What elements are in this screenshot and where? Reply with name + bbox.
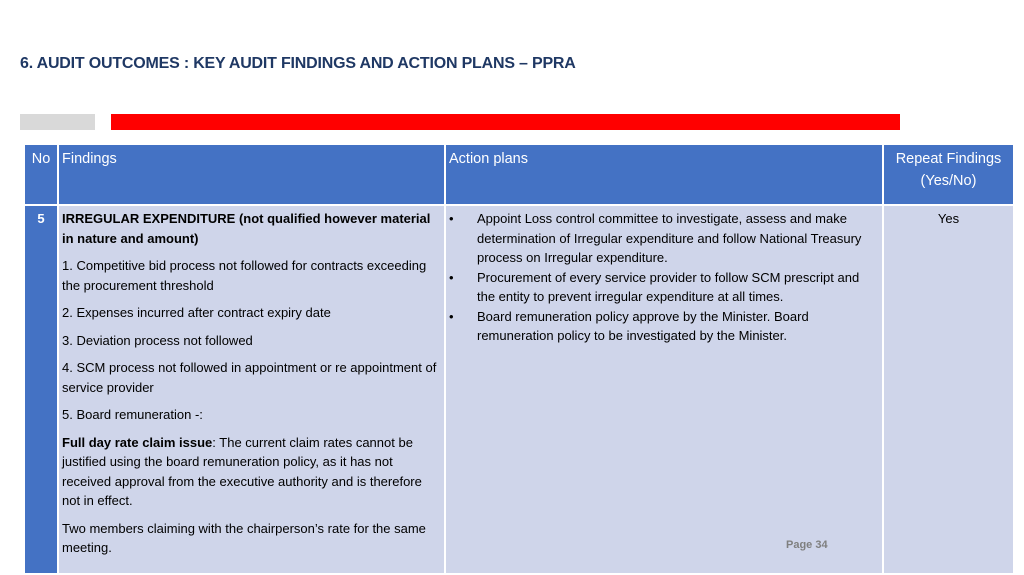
list-item xyxy=(449,209,879,268)
finding-item: 2. Expenses incurred after contract expiry date xyxy=(62,305,331,320)
repeat-findings-cell: Yes xyxy=(883,205,1014,574)
header-findings: Findings xyxy=(58,144,445,205)
findings-heading: IRREGULAR EXPENDITURE (not qualified however material in nature and amount) xyxy=(62,211,431,246)
header-action-plans: Action plans xyxy=(445,144,883,205)
list-item xyxy=(449,268,879,307)
issue-text: : The current claim rates cannot be justified using the board remuneration policy, as it has not received approval from the executive authority and is therefore not in effect. xyxy=(62,434,422,508)
list-item xyxy=(449,307,879,346)
header-repeat-line2: (Yes/No) xyxy=(920,173,977,189)
header-no: No xyxy=(24,144,58,205)
action-plans-cell xyxy=(445,205,883,574)
header-repeat-line1: Repeat Findings xyxy=(895,151,1002,167)
finding-item: 1. Competitive bid process not followed for contracts exceeding the procurement threshold xyxy=(62,258,427,293)
finding-item: 3. Deviation process not followed xyxy=(62,332,253,348)
table-row xyxy=(24,205,1014,574)
action-plan-text: Procurement of every service provider to follow SCM prescript and the entity to prevent irregular expenditure at all times. xyxy=(477,269,860,304)
audit-findings-table xyxy=(23,143,1015,575)
action-plans-list xyxy=(449,209,879,346)
gray-accent-bar xyxy=(20,114,95,130)
row-number: 5 xyxy=(24,205,58,574)
findings-cell xyxy=(58,205,445,574)
bullet-icon: • xyxy=(449,269,454,285)
finding-issue xyxy=(62,433,441,511)
issue-label: Full day rate claim issue xyxy=(62,434,213,450)
page-number: Page 34 xyxy=(786,539,828,551)
bullet-icon: • xyxy=(449,211,454,226)
table-header-row xyxy=(24,144,1014,205)
slide-title: 6. AUDIT OUTCOMES : KEY AUDIT FINDINGS AND ACTION PLANS – PPRA xyxy=(20,55,576,72)
red-accent-bar xyxy=(111,114,900,130)
bullet-icon: • xyxy=(449,308,454,324)
action-plan-text: Board remuneration policy approve by the Minister. Board remuneration policy to be investigated by the Minister. xyxy=(477,308,809,343)
finding-item: 4. SCM process not followed in appointment or re appointment of service provider xyxy=(62,360,437,395)
action-plan-text: Appoint Loss control committee to investigate, assess and make determination of Irregular expenditure and follow National Treasury process on Irregular expenditure. xyxy=(477,211,862,265)
finding-closing: Two members claiming with the chairperson’s rate for the same meeting. xyxy=(62,520,426,555)
header-repeat-findings xyxy=(883,144,1014,205)
finding-item: 5. Board remuneration -: xyxy=(62,407,203,422)
